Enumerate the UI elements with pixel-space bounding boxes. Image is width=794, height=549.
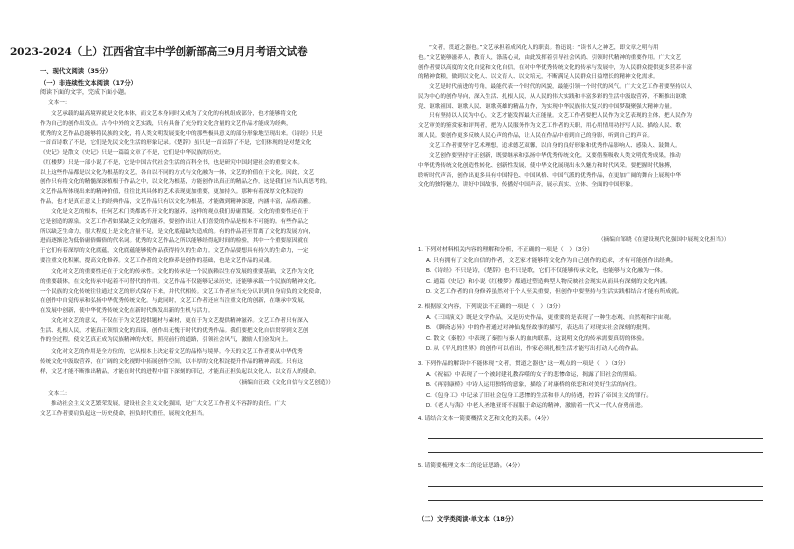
text-line: 文艺是时代前进的号角，最能代表一个时代的风貌，最能引领一个时代的风气。广大文艺工作者要坚持以人 (429, 84, 692, 90)
text-line: 的精神食粮，做到以文化人、以文育人、以文培元，不断满足人民群众日益增长的精神文化需求。 (418, 74, 659, 81)
text-line: 文化是文艺的根本，任何艺术门类都离不开文化的滋养，这样的观点我们毋庸置疑。文化的重要性还在于 (51, 209, 309, 215)
answer-line[interactable] (428, 500, 763, 501)
text-line: 也。”文艺能够滋养人，教育人，涤荡心灵，由此发挥着引导社会风尚、引领时代精神的重要作用。广大文艺 (418, 54, 682, 61)
question-1 (418, 245, 766, 298)
text-line: 在发展中创新，使中华优秀传统文化在新时代焕发出新的生机与活力。 (40, 308, 214, 314)
material2-label: 文本二： (48, 391, 71, 397)
text-line: 文艺创作要坚持守正创新，既要继承和弘扬中华优秀传统文化，又要借鉴吸收人类文明优秀成果，推动 (429, 153, 681, 159)
text-line: 中华优秀传统文化创造性转化、创新性发展，使中华文化展现出永久魅力和时代风采。要把握时代脉搏， (418, 162, 676, 169)
text-line: “文者，贯道之器也。”文艺承担着成风化人的职责。鲁迅说：“读书人之神艺，即文章之明与用 (429, 45, 659, 51)
page-title: 2023-2024（上）江西省宜丰中学创新部高三9月月考语文试卷 (10, 46, 308, 58)
question-3-stem: 3. 下列作品的解读中不能体现 “文者，贯道之器也” 这一观点的一项是（ ）（3分） (418, 361, 629, 367)
question-3-option-b[interactable]: B.《再别康桥》中诗人运用独特的意象，描绘了对康桥的依恋和对美好生活的向往。 (426, 382, 641, 388)
question-1-option-a[interactable]: A. 只有拥有了文化自信的作者，文艺家才能够将文化作为自己创作的追求，才有可能创作出经典。 (426, 257, 677, 264)
text-line: 它是创造的源泉。文艺工作者如果缺乏文化的滋养，要创作出让人们喜爱的作品是根本不可能的。有些作品之 (40, 218, 309, 225)
text-line: 推动社会主义文艺繁荣发展，建设社会主义文化强国，是广大文艺工作者义不容辞的责任。广大 (51, 401, 286, 407)
question-3-option-c[interactable]: C.《包身工》中记录了旧社会包身工悲惨的生活和非人的待遇，控诉了帝国主义的罪行。 (426, 392, 653, 399)
text-line: 文艺承载的最高境界就是文化本体，而文艺本身同时又成为了文化的有机组成部分，也才能够将文化 (51, 111, 298, 117)
question-5: 5. 请简要梳理文本二的论证思路。（4分） (418, 463, 524, 469)
section-heading-1: 一、现代文阅读（35分） (40, 68, 112, 75)
text-line: 《红楼梦》只是一部小说了不是，它是中国古代社会生活的百科全书，也是研究中国封建社会的重要文本。 (40, 159, 303, 166)
question-2-option-d[interactable]: D. 从《平凡的世界》的创作可以看出，作家必须扎根生活才能写出打动人心的作品。 (426, 346, 643, 352)
text-line: 作为自己的创作出发点。古今中外的文艺实践，只有具备了充分的文化含量的文艺作品才能成为经典， (40, 120, 292, 127)
text-line: 文化对文艺的作用是全方位的，它从根本上决定着文艺的品格与境界。今天的文艺工作者要从中华优秀 (51, 349, 303, 355)
text-line: 民为中心的创作导向，深入生活、扎根人民，从人民的伟大实践和丰富多彩的生活中汲取营养，不断推出讴歌 (418, 93, 687, 100)
instruction-text: 阅读下面的文字，完成下面小题。 (40, 89, 131, 96)
source-citation-2: （摘编自邹晓《在建设现代化强国中展现文化担当》） (598, 237, 730, 243)
text-line: 文化的独特魅力，讲好中国故事，传播好中国声音，展示真实、立体、全面的中国形象。 (418, 182, 637, 189)
text-line: 只有坚持以人民为中心，文艺才能发挥最大正能量。文艺工作者要把人民作为文艺表现的主体，把人民作为 (429, 113, 692, 120)
question-1-stem: 1. 下列对材料相关内容的理解和分析，不正确的一项是（ ）（3分） (418, 247, 593, 253)
question-1-option-d[interactable]: D. 文艺工作者的自身修养虽然对于个人至关重要，但创作中要坚持与生活实践相结合才能有所成就。 (426, 289, 683, 295)
text1-paragraph-3 (40, 268, 385, 346)
text-line: 颂人民。要创作更多反映人民心声的作品，让人民在作品中看到自己的身影，听到自己的声音。 (418, 132, 653, 139)
text-line: 聆听时代声音，创作出更多具有中国特色、中国风格、中国气派的优秀作品，在更加广阔的舞台上展现中华 (418, 172, 681, 179)
question-2-option-a[interactable]: A.《三国演义》既是文学作品，又是历史作品，更重要的是表现了一种生态观、自然观和宇宙观。 (426, 314, 675, 321)
text-line: 创作只有将文化的精髓深深植根于作品之中，以文化为根基，方能创作出真正的精品之作，这是我们应当认真思考的。 (40, 179, 331, 186)
material1-label: 文本一： (48, 100, 71, 106)
question-2-stem: 2. 根据原文内容，下列说法不正确的一项是（ ）（3分） (418, 304, 564, 310)
text-line: 作的全过程，使文艺真正成为民族精神的火炬，照亮前行的道路，引领社会风气，激励人们奋发向上。 (40, 337, 292, 344)
question-2-option-b[interactable]: B. 《聊斋志异》中的作者通过对神仙鬼怪故事的描写，表达出了对现实社会深刻的批判。 (426, 325, 654, 331)
text1-paragraph-4 (40, 348, 385, 377)
answer-line[interactable] (428, 486, 763, 487)
text-line: 文化对文艺的意义，不仅在于为文艺提供题材与素材，更在于为文艺提供精神滋养。文艺工作者只有深入 (51, 317, 309, 324)
text-line: 作品，也才是真正意义上的经典作品，文艺作品只有以文化为根基，才能做到精神深邃，内涵丰富，品格高雅。 (40, 198, 315, 205)
question-3-option-d[interactable]: D.《老人与海》中老人圣地亚哥不屈服于命运的精神，激励着一代又一代人奋勇前进。 (426, 403, 647, 409)
question-3-option-a[interactable]: A.《祝福》中表现了一个被封建礼教吞噬的女子的悲惨命运，揭露了旧社会的黑暗。 (426, 371, 641, 378)
text-line: 创作者要以高度的文化自觉和文化自信，在对中华优秀传统文化的传承与发展中，为人民群众提供更多营养丰富 (418, 64, 693, 71)
text-line: 文艺工作者要肩负起这一历史使命，担负时代重任，展现文化担当。 (40, 410, 208, 417)
text-line: 党、讴歌祖国、讴歌人民、讴歌英雄的精品力作，为实现中华民族伟大复兴的中国梦凝聚强大精神力量。 (418, 103, 676, 110)
text-line: 一个民族的文化传统往往通过文艺的形式保存下来，并代代相传。文艺工作者应当充分认识到自身肩负的文化使命， (40, 288, 326, 295)
question-3 (418, 359, 766, 412)
source-citation-1: （摘编自汪政《文化自信与文艺创造》） (236, 380, 334, 386)
text1-paragraph-2 (40, 208, 385, 267)
question-2 (418, 302, 766, 355)
text-line: 优秀的文艺作品总能够将民族的文化，将人类文明发展变化中的那些极具意义的部分形象地呈现出来。《诗经》只是 (40, 130, 323, 137)
question-4: 4. 请结合文本一简要概括文艺和文化的关系。（4分） (418, 416, 553, 422)
question-1-option-b[interactable]: B.《诗经》不只是诗，《楚辞》也不只是歌，它们不仅能够传承文化，也能够与文化融为一体。 (426, 268, 667, 274)
question-2-option-c[interactable]: C. 散文《秦腔》中表现了秦腔与秦人的血肉联系，这说明文化的传承需要真切的体验。 (426, 335, 648, 342)
question-1-option-c[interactable]: C. 通篇《史记》和小说《红楼梦》都通过塑造典型人物反映社会现实从而具有深刻的文化内涵。 (426, 278, 672, 285)
text-line: 文艺工作者要坚守艺术理想，追求德艺双馨，以自身的良好形象和优秀作品影响人、感染人、鼓舞人。 (429, 142, 681, 149)
text-line: 在创作中自觉传承和弘扬中华优秀传统文化。与此同时，文艺工作者还应当注重文化的创新，在继承中发展， (40, 298, 309, 305)
text-line: 进而逐渐沦为低俗庸俗媚俗的代名词。优秀的文艺作品之所以能够经得起时间的检验，其中一个重要原因就在 (40, 238, 309, 245)
text-line: 文艺审美的鉴赏家和评判者，把为人民服务作为文艺工作者的天职，用心用情用功抒写人民、描绘人民、歌 (418, 123, 681, 129)
text2-continued (418, 44, 766, 151)
text-line: 一首首诗歌了不是，它们是先民文化生活的形象记录。《楚辞》虽只是一首首辞了不是，它们体现的是对楚文化 (40, 140, 312, 147)
text-line: 文化对文艺的重要性还在于文化的传承性。文化的传承是一个民族赖以生存发展的重要基础，文艺作为文化 (51, 269, 314, 275)
text-line: 文艺作品所体现出来的精神价值，往往比其具体的艺术表现更加重要，更加持久。那种有着深厚文化积淀的 (40, 189, 303, 195)
text-line: 的重要载体，在文化传承中起着不可替代的作用。文艺作品不仅能够记录历史，还能够承载一个民族的精神文化。 (40, 278, 320, 285)
section-heading-2: （二）文学类阅读·单文本（18分） (418, 516, 518, 523)
answer-line[interactable] (428, 452, 763, 453)
text2-paragraph-2 (418, 152, 766, 191)
text-line: 要注重文化积累，提高文化修养。文艺工作者的文化修养是创作的基础，也是文艺作品的灵魂。 (40, 257, 275, 264)
text-line: 以上这些作品都是以文化为根基的文艺，各自以不同的方式与文化融为一体，文艺的价值在于文化。因此，文艺 (40, 169, 315, 176)
text-line: 传统文化中汲取营养，在广阔的文化视野中拓展创作空间，以丰厚的文化积淀提升作品的精神高度。只有这 (40, 358, 303, 365)
answer-line[interactable] (428, 438, 763, 439)
text2-paragraph-1 (40, 400, 385, 420)
text-line: 于它们有着深厚的文化底蕴，文化底蕴能够使作品获得持久的生命力。文艺作品要想具有持久的生命力，一定 (40, 248, 309, 254)
text-line: 《史记》是散文《史记》只是一篇篇文章了不是，它们是中华民族的历史。 (40, 150, 225, 156)
text-line: 生活、扎根人民，才能真正领悟文化的真谛，创作出无愧于时代的优秀作品。我们要把文化自信贯穿到文艺创 (40, 327, 309, 334)
subsection-heading-1: （一）非连续性文本阅读（17分） (40, 80, 137, 87)
text-line: 所以缺乏生命力，很大程度上是文化含量不足，是文化底蕴缺失造成的。有的作品甚至背离了文化的发展方向， (40, 228, 315, 235)
text1-paragraph-1 (40, 110, 385, 208)
text-line: 样，文艺才能不断推出精品，才能在时代的进程中留下深刻的印记，才能真正担负起以文化人、以文育人的使命。 (40, 368, 320, 375)
